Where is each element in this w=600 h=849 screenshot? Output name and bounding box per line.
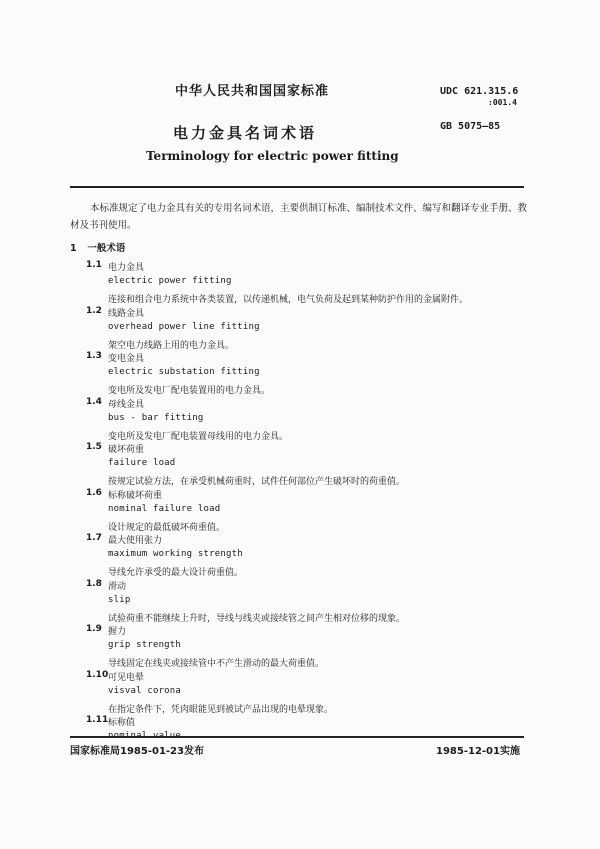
section-number: 1 [70,243,77,254]
intro-paragraph: 本标准规定了电力金具有关的专用名词术语，主要供制订标准、编制技术文件、编写和翻译专业手册、教材及书刊使用。 [70,203,528,231]
term-number: 1.2 [86,305,102,316]
term-name-en: visval corona [108,685,182,696]
term-name-cn: 标称值 [108,718,136,728]
term-name-cn: 滑动 [108,581,127,592]
term-name-en: bus - bar fitting [108,412,204,423]
term-number: 1.5 [86,442,102,452]
term-number: 1.11 [86,715,109,725]
bottom-rule [70,736,524,738]
term-number: 1.10 [86,669,109,680]
section-heading [70,240,125,254]
term-definition: 导线允许承受的最大设计荷重值。 [108,568,244,578]
term-name-cn: 标称破坏荷重 [108,490,163,501]
term-name-en: electric substation fitting [108,367,260,377]
term-name-cn: 最大使用张力 [108,536,163,546]
term-number: 1.7 [86,533,102,543]
term-number: 1.9 [86,624,102,634]
term-definition: 架空电力线路上用的电力金具。 [108,340,235,351]
section-title: 一般术语 [87,243,126,254]
term-name-en: failure load [108,458,176,468]
term-name-en: overhead power line fitting [108,321,260,332]
effective-date: 1985-12-01实施 [436,746,520,757]
term-name-cn: 母线金具 [108,399,145,410]
udc-code [440,86,518,108]
term-name-en: slip [108,594,131,605]
term-definition: 试验荷重不能继续上升时，导线与线夹或接续管之间产生相对位移的现象。 [108,613,406,624]
term-number: 1.3 [86,351,102,361]
term-number: 1.4 [86,396,102,407]
term-name-en: electric power fitting [108,276,232,286]
top-rule [70,186,524,188]
term-name-en: maximum working strength [108,549,243,559]
term-name-cn: 破坏荷重 [108,445,145,455]
term-name-cn: 变电金具 [108,354,145,364]
term-definition: 在指定条件下，凭肉眼能见到被试产品出现的电晕现象。 [108,704,334,715]
udc-line-2: :001.4 [488,98,517,107]
term-number: 1.6 [86,487,102,498]
term-definition: 设计规定的最低破坏荷重值。 [108,522,226,533]
term-name-cn: 可见电晕 [108,672,145,683]
term-definition: 连接和组合电力系统中各类装置，以传递机械，电气负荷及起到某种防护作用的金属附件。 [108,295,469,305]
term-number: 1.1 [86,260,102,270]
document-title-en: Terminology for electric power fitting [146,149,399,163]
standard-org-title: 中华人民共和国国家标准 [175,84,330,99]
term-definition: 变电所及发电厂配电装置用的电力金具。 [108,386,271,396]
term-name-cn: 握力 [108,627,127,637]
term-number: 1.8 [86,578,102,589]
issue-date: 国家标准局1985-01-23发布 [70,746,204,757]
term-name-en: grip strength [108,640,182,650]
term-definition: 导线固定在线夹或接续管中不产生滑动的最大荷重值。 [108,659,325,669]
term-name-en: nominal failure load [108,503,221,514]
term-definition: 按规定试验方法，在承受机械荷重时，试件任何部位产生破坏时的荷重值。 [108,477,406,487]
term-definition: 变电所及发电厂配电装置母线用的电力金具。 [108,431,289,442]
gb-number: GB 5075—85 [440,121,501,132]
term-name-cn: 线路金具 [108,308,145,319]
term-name-cn: 电力金具 [108,263,145,273]
document-title-cn: 电力金具名词术语 [173,124,318,142]
udc-line-1: UDC 621.315.6 [440,86,519,97]
